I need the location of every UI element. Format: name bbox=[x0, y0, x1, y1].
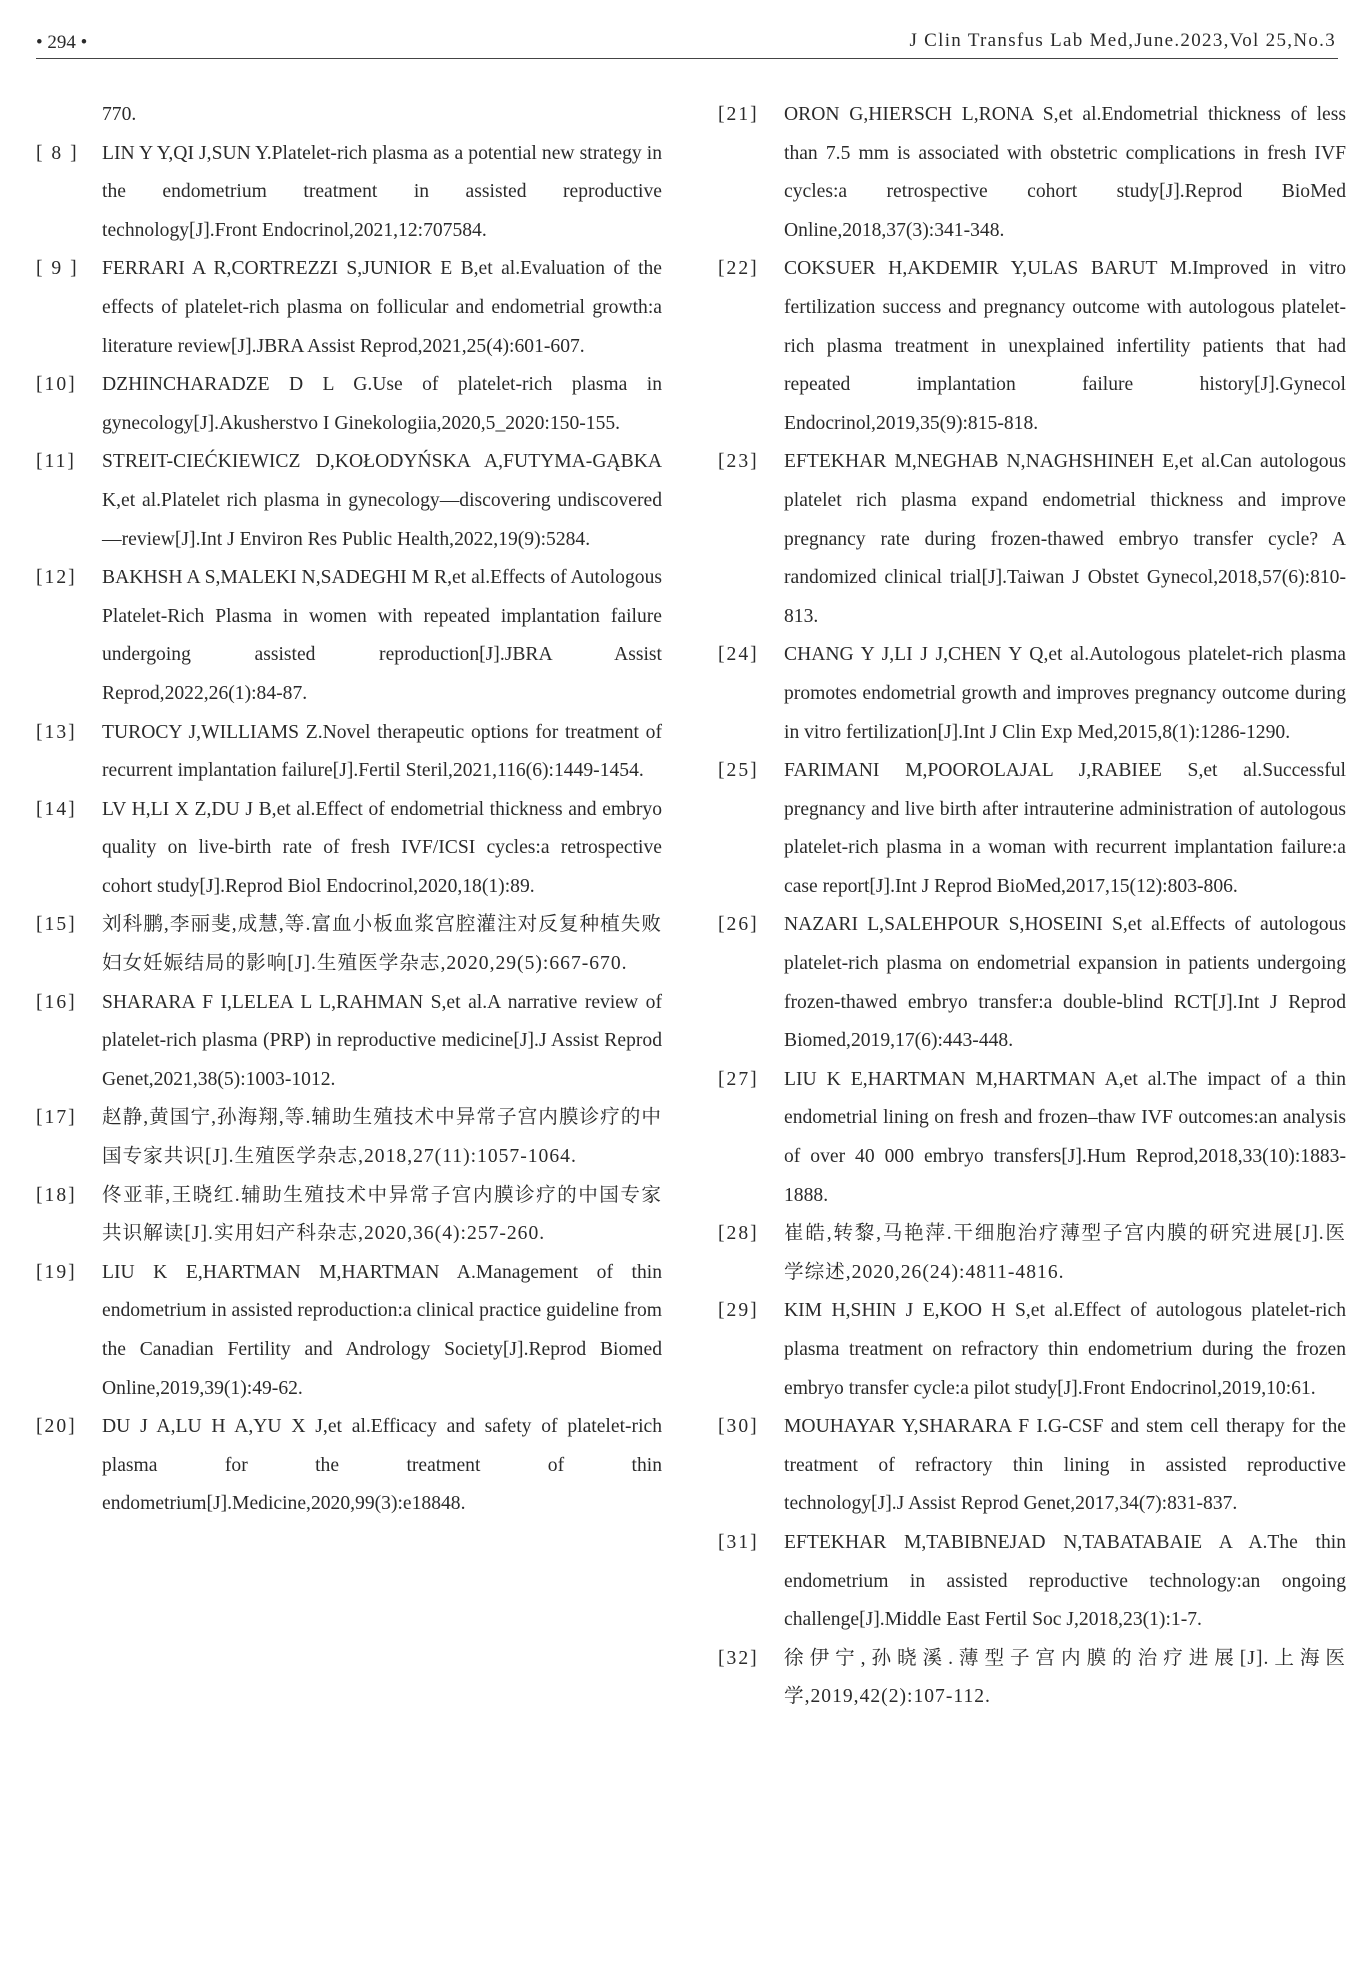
reference-item: [21] ORON G,HIERSCH L,RONA S,et al.Endometrial thickness of less than 7.5 mm is associated with obstetric complications in fresh IVF cycles:a retrospective cohort study[J].Reprod BioMed Online,2018,37(3):341-348. bbox=[718, 104, 1346, 241]
reference-item: [19] LIU K E,HARTMAN M,HARTMAN A.Management of thin endometrium in assisted reproduction:a clinical practice guideline from the Canadian Fertility and Andrology Society[J].Reprod Biomed Online,2019,39(1):49-62. bbox=[36, 1261, 662, 1399]
reference-item: [15] 刘科鹏,李丽斐,成慧,等.富血小板血浆宫腔灌注对反复种植失败妇女妊娠结局的影响[J].生殖医学杂志,2020,29(5):667-670. bbox=[36, 914, 662, 975]
reference-item: [25] FARIMANI M,POOROLAJAL J,RABIEE S,et al.Successful pregnancy and live birth after intrauterine administration of autologous platelet-rich plasma in a woman with recurrent implantation failure:a case report[J].Int J Reprod BioMed,2017,15(12):803-806. bbox=[718, 760, 1346, 897]
reference-item: [24] CHANG Y J,LI J J,CHEN Y Q,et al.Autologous platelet-rich plasma promotes endometrial growth and improves pregnancy outcome during in vitro fertilization[J].Int J Clin Exp Med,2015,8(1):1286-1290. bbox=[718, 644, 1346, 743]
left-reference-column bbox=[36, 96, 662, 1524]
reference-item: [28] 崔皓,转黎,马艳萍.干细胞治疗薄型子宫内膜的研究进展[J].医学综述,2020,26(24):4811-4816. bbox=[718, 1223, 1346, 1283]
reference-item: [12] BAKHSH A S,MALEKI N,SADEGHI M R,et al.Effects of Autologous Platelet-Rich Plasma in women with repeated implantation failure undergoing assisted reproduction[J].JBRA Assist Reprod,2022,26(1):84-87. bbox=[36, 567, 662, 704]
reference-item: [18] 佟亚菲,王晓红.辅助生殖技术中异常子宫内膜诊疗的中国专家共识解读[J].实用妇产科杂志,2020,36(4):257-260. bbox=[36, 1184, 662, 1245]
page-header bbox=[36, 30, 1338, 59]
reference-item: [22] COKSUER H,AKDEMIR Y,ULAS BARUT M.Improved in vitro fertilization success and pregnancy outcome with autologous platelet-rich plasma treatment in unexplained infertility patients that had repeated implantation failure history[J].Gynecol Endocrinol,2019,35(9):815-818. bbox=[718, 258, 1346, 434]
reference-item: [ 8 ] LIN Y Y,QI J,SUN Y.Platelet-rich plasma as a potential new strategy in the endometrium treatment in assisted reproductive technology[J].Front Endocrinol,2021,12:707584. bbox=[36, 142, 662, 241]
reference-item: 770. bbox=[102, 104, 137, 125]
reference-item: [31] EFTEKHAR M,TABIBNEJAD N,TABATABAIE A A.The thin endometrium in assisted reproductive technology:an ongoing challenge[J].Middle East Fertil Soc J,2018,23(1):1-7. bbox=[718, 1531, 1346, 1631]
reference-item: [29] KIM H,SHIN J E,KOO H S,et al.Effect of autologous platelet-rich plasma treatment on refractory thin endometrium during the frozen embryo transfer cycle:a pilot study[J].Front Endocrinol,2019,10:61. bbox=[718, 1300, 1346, 1399]
reference-item: [27] LIU K E,HARTMAN M,HARTMAN A,et al.The impact of a thin endometrial lining on fresh and frozen–thaw IVF outcomes:an analysis of over 40 000 embryo transfers[J].Hum Reprod,2018,33(10):1883-1888. bbox=[718, 1068, 1346, 1206]
reference-item: [20] DU J A,LU H A,YU X J,et al.Efficacy and safety of platelet-rich plasma for the treatment of thin endometrium[J].Medicine,2020,99(3):e18848. bbox=[36, 1416, 662, 1515]
right-reference-column bbox=[718, 96, 1346, 1717]
reference-item: [23] EFTEKHAR M,NEGHAB N,NAGHSHINEH E,et al.Can autologous platelet rich plasma expand endometrial thickness and improve pregnancy rate during frozen-thawed embryo transfer cycle? A randomized clinical trial[J].Taiwan J Obstet Gynecol,2018,57(6):810-813. bbox=[718, 451, 1346, 627]
reference-item: [32] 徐伊宁,孙晓溪.薄型子宫内膜的治疗进展[J].上海医学,2019,42(2):107-112. bbox=[718, 1647, 1346, 1708]
journal-citation: J Clin Transfus Lab Med,June.2023,Vol 25,No.3 bbox=[909, 30, 1336, 51]
reference-item: [ 9 ] FERRARI A R,CORTREZZI S,JUNIOR E B,et al.Evaluation of the effects of platelet-rich plasma on follicular and endometrial growth:a literature review[J].JBRA Assist Reprod,2021,25(4):601-607. bbox=[36, 258, 662, 357]
reference-item: [17] 赵静,黄国宁,孙海翔,等.辅助生殖技术中异常子宫内膜诊疗的中国专家共识[J].生殖医学杂志,2018,27(11):1057-1064. bbox=[36, 1107, 662, 1168]
reference-item: [14] LV H,LI X Z,DU J B,et al.Effect of endometrial thickness and embryo quality on live-birth rate of fresh IVF/ICSI cycles:a retrospective cohort study[J].Reprod Biol Endocrinol,2020,18(1):89. bbox=[36, 798, 662, 897]
page-number: • 294 • bbox=[36, 32, 88, 53]
reference-item: [10] DZHINCHARADZE D L G.Use of platelet-rich plasma in gynecology[J].Akusherstvo I Ginekologiia,2020,5_2020:150-155. bbox=[36, 374, 662, 434]
reference-item: [11] STREIT-CIEĆKIEWICZ D,KOŁODYŃSKA A,FUTYMA-GĄBKA K,et al.Platelet rich plasma in gynecology—discovering undiscovered—review[J].Int J Environ Res Public Health,2022,19(9):5284. bbox=[36, 451, 662, 550]
reference-item: [26] NAZARI L,SALEHPOUR S,HOSEINI S,et al.Effects of autologous platelet-rich plasma on endometrial expansion in patients undergoing frozen-thawed embryo transfer:a double-blind RCT[J].Int J Reprod Biomed,2019,17(6):443-448. bbox=[718, 914, 1346, 1052]
reference-item: [16] SHARARA F I,LELEA L L,RAHMAN S,et al.A narrative review of platelet-rich plasma (PRP) in reproductive medicine[J].J Assist Reprod Genet,2021,38(5):1003-1012. bbox=[36, 991, 662, 1090]
reference-item: [30] MOUHAYAR Y,SHARARA F I.G-CSF and stem cell therapy for the treatment of refractory thin lining in assisted reproductive technology[J].J Assist Reprod Genet,2017,34(7):831-837. bbox=[718, 1416, 1346, 1515]
reference-item: [13] TUROCY J,WILLIAMS Z.Novel therapeutic options for treatment of recurrent implantation failure[J].Fertil Steril,2021,116(6):1449-1454. bbox=[36, 721, 662, 782]
